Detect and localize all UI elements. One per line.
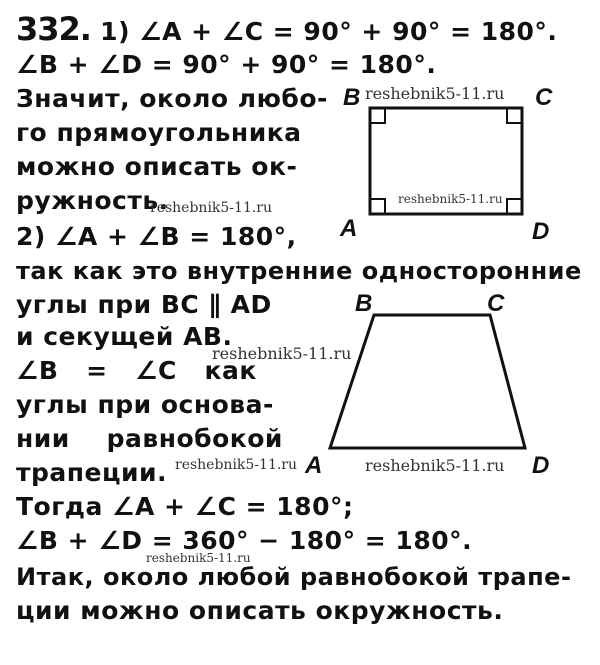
problem-line-7: 2) ∠A + ∠B = 180°, (16, 222, 297, 251)
rect-label-b: B (343, 84, 361, 111)
problem-line-6: ружность. (16, 186, 169, 215)
problem-line-14: трапеции. (16, 458, 168, 487)
rect-label-d: D (532, 218, 550, 245)
problem-line-10: и секущей AB. (16, 322, 233, 351)
watermark-6: reshebnik5-11.ru (365, 456, 505, 475)
problem-line-1: 332. 1) ∠A + ∠C = 90° + 90° = 180°. (16, 10, 558, 48)
problem-line-11: ∠B = ∠C как (16, 356, 257, 385)
problem-line-16: ∠B + ∠D = 360° − 180° = 180°. (16, 526, 473, 555)
rect-label-c: C (535, 84, 553, 111)
trap-label-d: D (532, 452, 550, 479)
rect-label-a: A (340, 215, 358, 242)
trap-label-a: A (305, 452, 323, 479)
problem-line-12: углы при основа- (16, 390, 274, 419)
problem-line-5: можно описать ок- (16, 152, 298, 181)
problem-line-13: нии равнобокой (16, 424, 283, 453)
trap-label-b: B (355, 290, 373, 317)
problem-line-9: углы при BC ∥ AD (16, 290, 272, 319)
problem-line-8: так как это внутренние односторонние (16, 257, 582, 285)
problem-line-15: Тогда ∠A + ∠C = 180°; (16, 492, 354, 521)
problem-line-2: ∠B + ∠D = 90° + 90° = 180°. (16, 50, 437, 79)
watermark-4: reshebnik5-11.ru (212, 344, 352, 363)
problem-line-17: Итак, около любой равнобокой трапе- (16, 563, 572, 591)
trap-label-c: C (487, 290, 505, 317)
watermark-3: reshebnik5-11.ru (398, 192, 503, 206)
watermark-1: reshebnik5-11.ru (365, 84, 505, 103)
trapezoid-figure (330, 315, 525, 448)
watermark-5: reshebnik5-11.ru (175, 457, 298, 473)
problem-line-3: Значит, около любо- (16, 84, 328, 113)
problem-line-18: ции можно описать окружность. (16, 596, 504, 625)
problem-line-4: го прямоугольника (16, 118, 302, 147)
watermark-7: reshebnik5-11.ru (146, 551, 251, 565)
problem-number: 332. (16, 10, 91, 48)
watermark-2: reshebnik5-11.ru (150, 200, 273, 216)
